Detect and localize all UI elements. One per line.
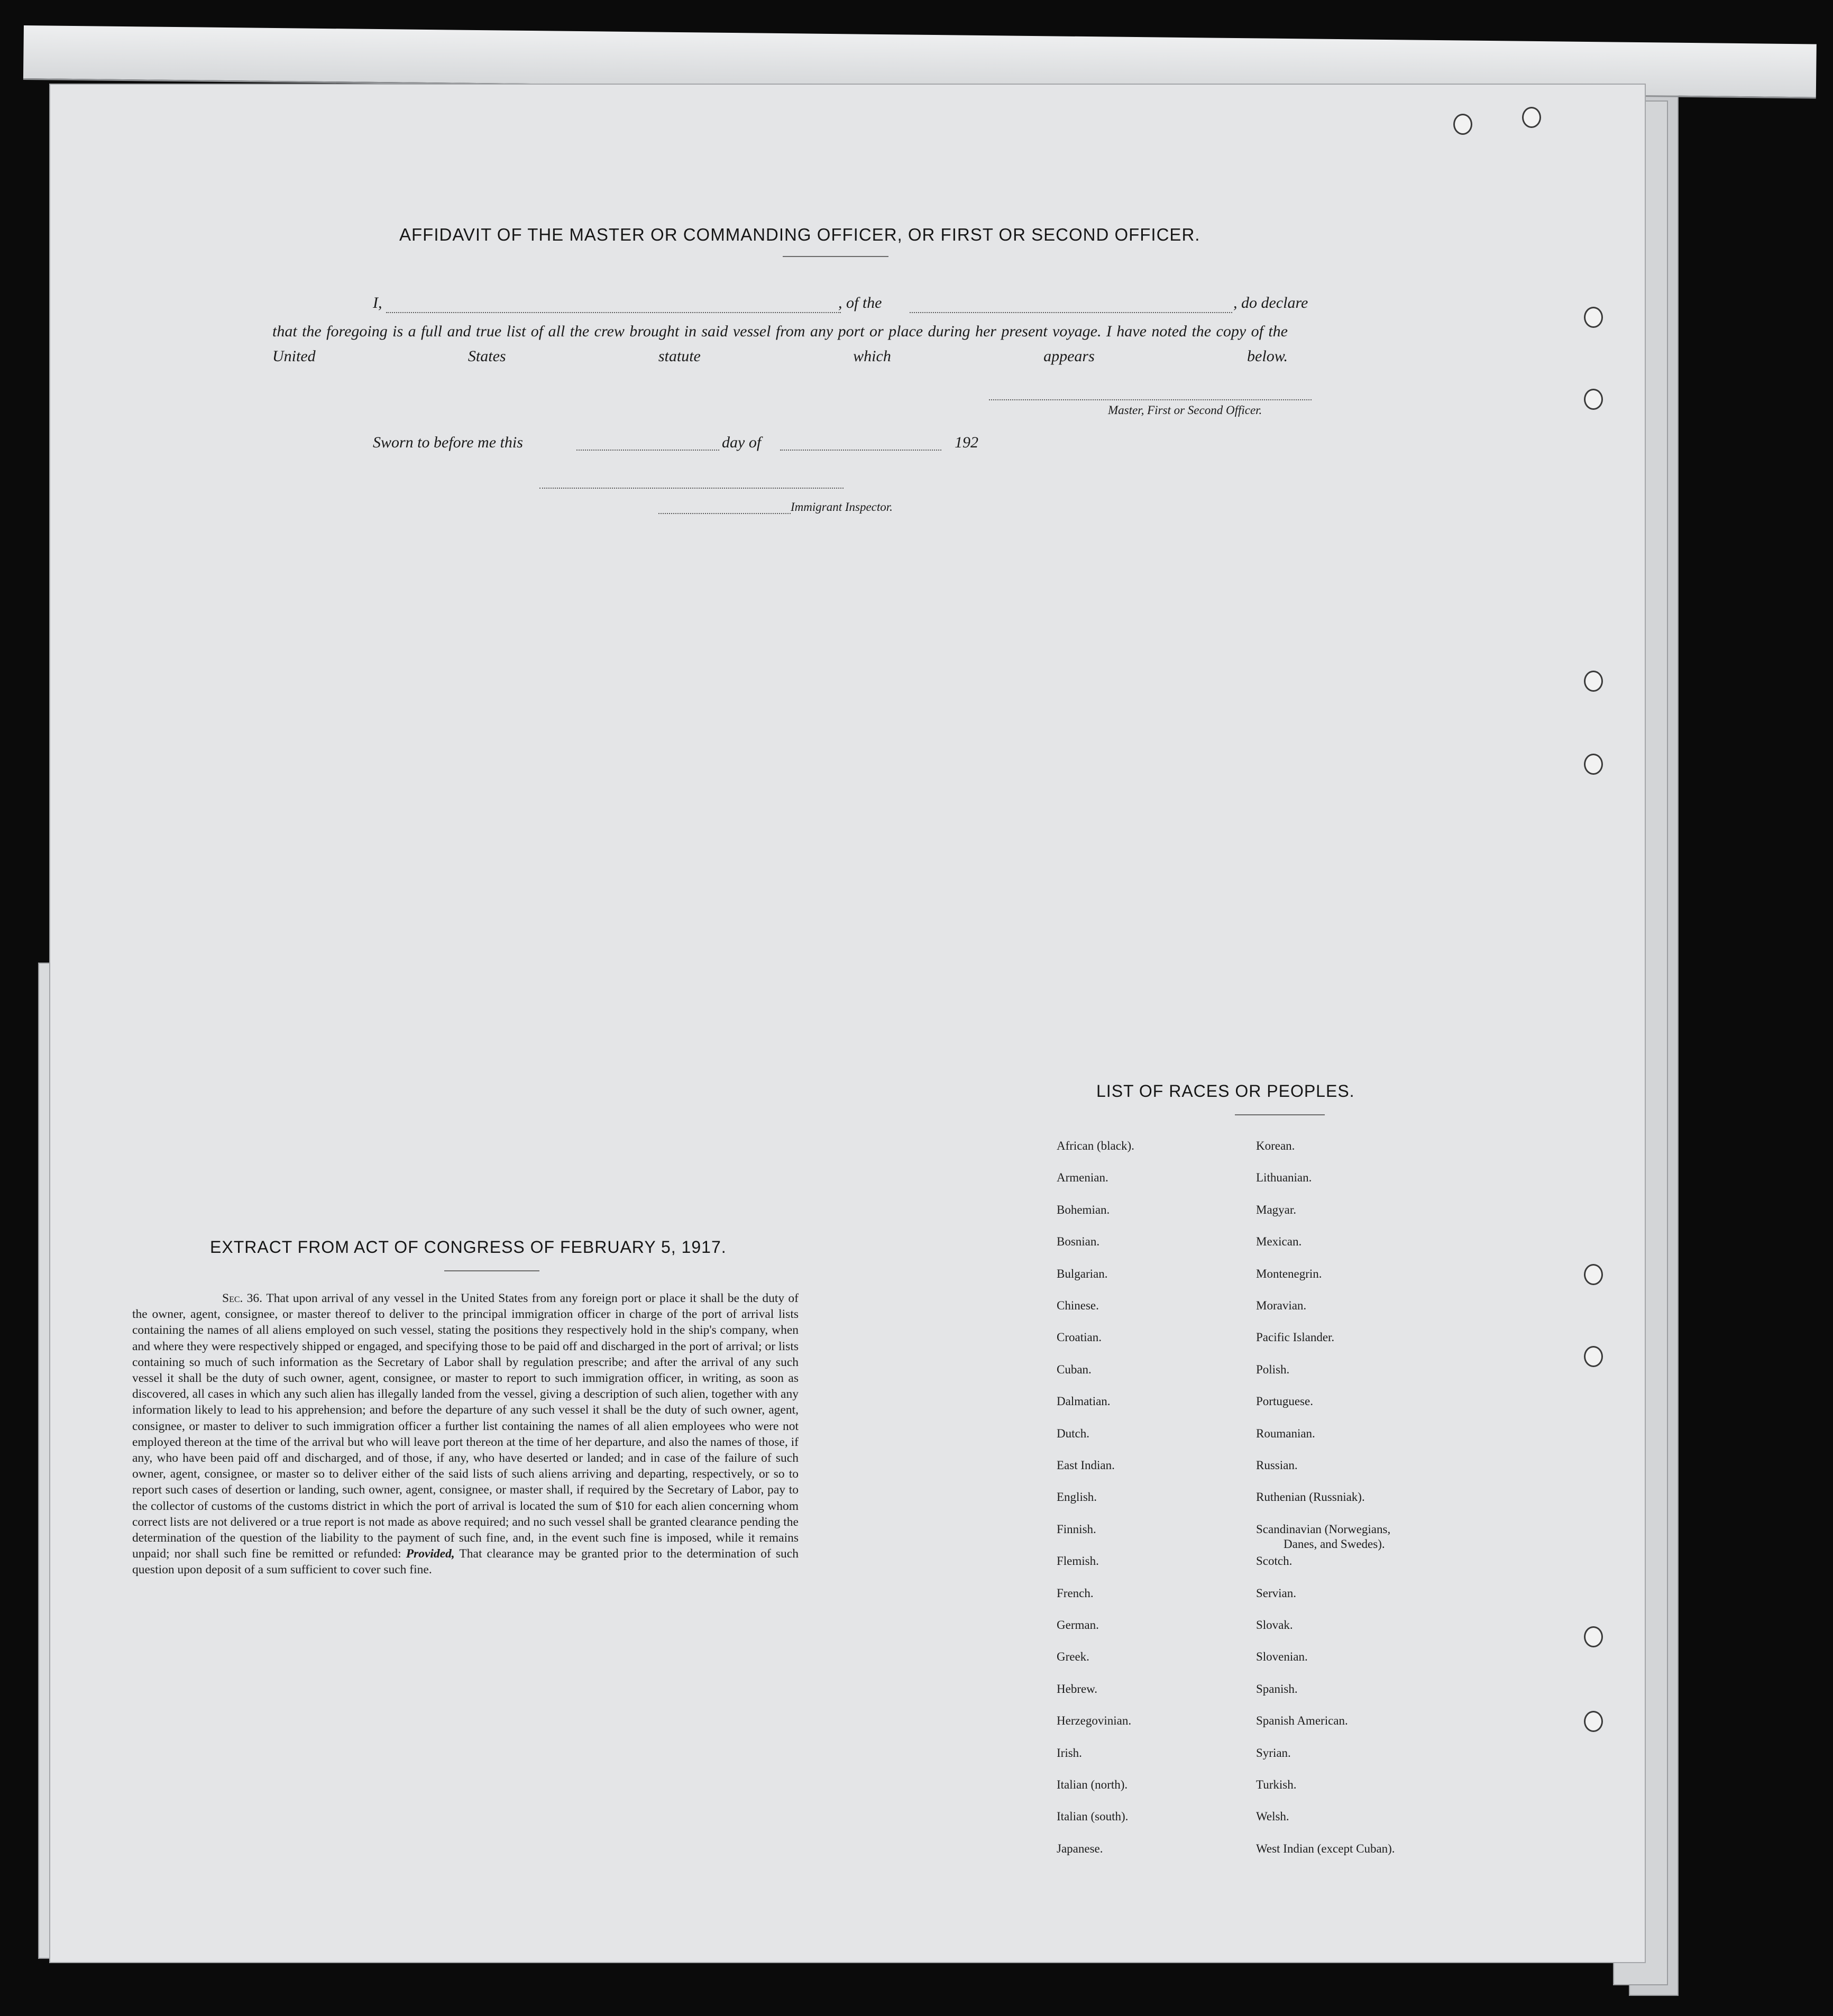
- sworn-day-blank: [576, 450, 719, 451]
- statute-text-part2: That clearance may be granted prior to the determination of such question upon deposit of a sum sufficient to cover such fine.: [132, 1547, 799, 1577]
- race-item: Moravian.: [1256, 1299, 1307, 1312]
- affidavit-of-the: , of the: [838, 294, 882, 311]
- race-item: Italian (south).: [1057, 1810, 1129, 1823]
- race-item: Spanish.: [1256, 1682, 1298, 1696]
- signature-line: [989, 399, 1312, 400]
- race-item: Scandinavian (Norwegians,: [1256, 1522, 1391, 1536]
- race-item: Herzegovinian.: [1057, 1714, 1132, 1728]
- race-item: Finnish.: [1057, 1522, 1096, 1536]
- punch-hole: [1584, 754, 1603, 775]
- punch-hole: [1584, 307, 1603, 328]
- signature-caption: Master, First or Second Officer.: [1108, 404, 1262, 417]
- race-item: Greek.: [1057, 1650, 1089, 1664]
- race-item: Croatian.: [1057, 1331, 1102, 1344]
- punch-hole: [1522, 107, 1541, 128]
- affidavit-title: AFFIDAVIT OF THE MASTER OR COMMANDING OFFICER, OR FIRST OR SECOND OFFICER.: [399, 225, 1200, 244]
- race-item: Welsh.: [1256, 1810, 1289, 1823]
- affidavit-do-declare: , do declare: [1233, 294, 1308, 311]
- race-item: German.: [1057, 1618, 1099, 1632]
- section-label: Sec. 36.: [222, 1291, 263, 1305]
- race-item: Hebrew.: [1057, 1682, 1098, 1696]
- race-item: African (black).: [1057, 1139, 1134, 1152]
- race-item: Mexican.: [1256, 1235, 1302, 1249]
- punch-hole: [1584, 389, 1603, 410]
- vessel-blank-line: [910, 312, 1232, 313]
- year-prefix: 192: [955, 434, 978, 451]
- race-item: Bulgarian.: [1057, 1267, 1108, 1280]
- race-item: Japanese.: [1057, 1841, 1103, 1855]
- race-item: Syrian.: [1256, 1746, 1291, 1760]
- punch-hole: [1584, 1711, 1603, 1732]
- punch-hole: [1584, 1264, 1603, 1285]
- race-item: Russian.: [1256, 1459, 1298, 1472]
- race-item: Italian (north).: [1057, 1778, 1128, 1791]
- name-blank-line: [386, 312, 841, 313]
- inspector-signature-line: [539, 488, 844, 489]
- affidavit-title-underline: [783, 256, 888, 257]
- race-item: Scotch.: [1256, 1554, 1293, 1568]
- race-item: Dutch.: [1057, 1426, 1089, 1440]
- punch-hole: [1453, 114, 1472, 135]
- affidavit-body-text: that the foregoing is a full and true list of all the crew brought in said vessel from any port or place during her present voyage. I have noted the copy of the United States statute which appears below.: [272, 323, 1288, 365]
- race-item: Bosnian.: [1057, 1235, 1100, 1249]
- race-item: Irish.: [1057, 1746, 1082, 1760]
- inspector-caption: Immigrant Inspector.: [791, 500, 893, 514]
- race-item: Pacific Islander.: [1256, 1331, 1335, 1344]
- race-item: Turkish.: [1256, 1778, 1297, 1791]
- statute-text-part1: That upon arrival of any vessel in the United States from any foreign port or place it shall be the duty of the owner, agent, consignee, or master thereof to deliver to the principal immigration officer in charge of the port of arrival lists containing the names of all aliens employed on such vessel, stating the positions they respectively hold in the ship's company, when and where they were respectively shipped or engaged, and specifying those to be paid off and discharged in the port of arrival; or lists containing so much of such information as the Secretary of Labor shall by regulation prescribe; and after the arrival of any such vessel it shall be the duty of such owner, agent, consignee, or master to report to such immigration officer, in writing, as soon as discovered, all cases in which any such alien has illegally landed from the vessel, giving a description of such alien, together with any information likely to lead to his apprehension; and before the departure of any such vessel it shall be the duty of such owner, agent, consignee, or master to deliver to such immigration officer a further list containing the names of all alien employees who were not employed thereon at the time of the arrival but who will leave port thereon at the time of her departure, and also the names of those, if any, who have been paid off and discharged, and of those, if any, who have deserted or landed; and in case of the failure of such owner, agent, consignee, or master so to deliver either of the said lists of such aliens arriving and departing, respectively, or so to report such cases of desertion or landing, such owner, agent, consignee, or master shall, if required by the Secretary of Labor, pay to the collector of customs of the customs district in which the port of arrival is located the sum of $10 for each alien concerning whom correct lists are not delivered or a true report is not made as above required; and no such vessel shall be granted clearance pending the determination of the question of the liability to the payment of such fine, and, in the event such fine is imposed, while it remains unpaid; nor shall such fine be remitted or refunded:: [132, 1291, 799, 1561]
- extract-title: EXTRACT FROM ACT OF CONGRESS OF FEBRUARY 5, 1917.: [210, 1238, 727, 1257]
- races-title-underline: [1235, 1114, 1325, 1115]
- race-item: Dalmatian.: [1057, 1395, 1111, 1408]
- race-item: West Indian (except Cuban).: [1256, 1841, 1395, 1855]
- affidavit-pronoun: I,: [373, 294, 382, 311]
- punch-hole: [1584, 1346, 1603, 1367]
- race-item: Bohemian.: [1057, 1203, 1110, 1216]
- race-item: Ruthenian (Russniak).: [1256, 1490, 1365, 1504]
- sworn-text: Sworn to before me this: [373, 434, 523, 451]
- day-of-text: day of: [722, 434, 762, 451]
- race-item-continuation: Danes, and Swedes).: [1284, 1537, 1385, 1551]
- race-item: Slovenian.: [1256, 1650, 1308, 1664]
- race-item: Spanish American.: [1256, 1714, 1348, 1728]
- race-item: Montenegrin.: [1256, 1267, 1322, 1280]
- race-item: East Indian.: [1057, 1459, 1115, 1472]
- extract-title-underline: [444, 1270, 539, 1271]
- race-item: Cuban.: [1057, 1362, 1092, 1376]
- race-item: Servian.: [1256, 1586, 1297, 1600]
- race-item: English.: [1057, 1490, 1097, 1504]
- race-item: Slovak.: [1256, 1618, 1293, 1632]
- race-item: Armenian.: [1057, 1171, 1108, 1185]
- punch-hole: [1584, 1626, 1603, 1647]
- race-item: Polish.: [1256, 1362, 1290, 1376]
- race-item: Chinese.: [1057, 1299, 1099, 1312]
- inspector-caption-line: [658, 513, 791, 514]
- provided-word: Provided,: [406, 1547, 455, 1561]
- races-title: LIST OF RACES OR PEOPLES.: [1096, 1082, 1355, 1101]
- punch-hole: [1584, 671, 1603, 692]
- sworn-month-blank: [780, 450, 941, 451]
- extract-statute-text: [132, 1290, 799, 1578]
- race-item: Korean.: [1256, 1139, 1295, 1152]
- race-item: Magyar.: [1256, 1203, 1297, 1216]
- race-item: Portuguese.: [1256, 1395, 1313, 1408]
- race-item: Lithuanian.: [1256, 1171, 1312, 1185]
- race-item: Roumanian.: [1256, 1426, 1315, 1440]
- race-item: Flemish.: [1057, 1554, 1099, 1568]
- race-item: French.: [1057, 1586, 1094, 1600]
